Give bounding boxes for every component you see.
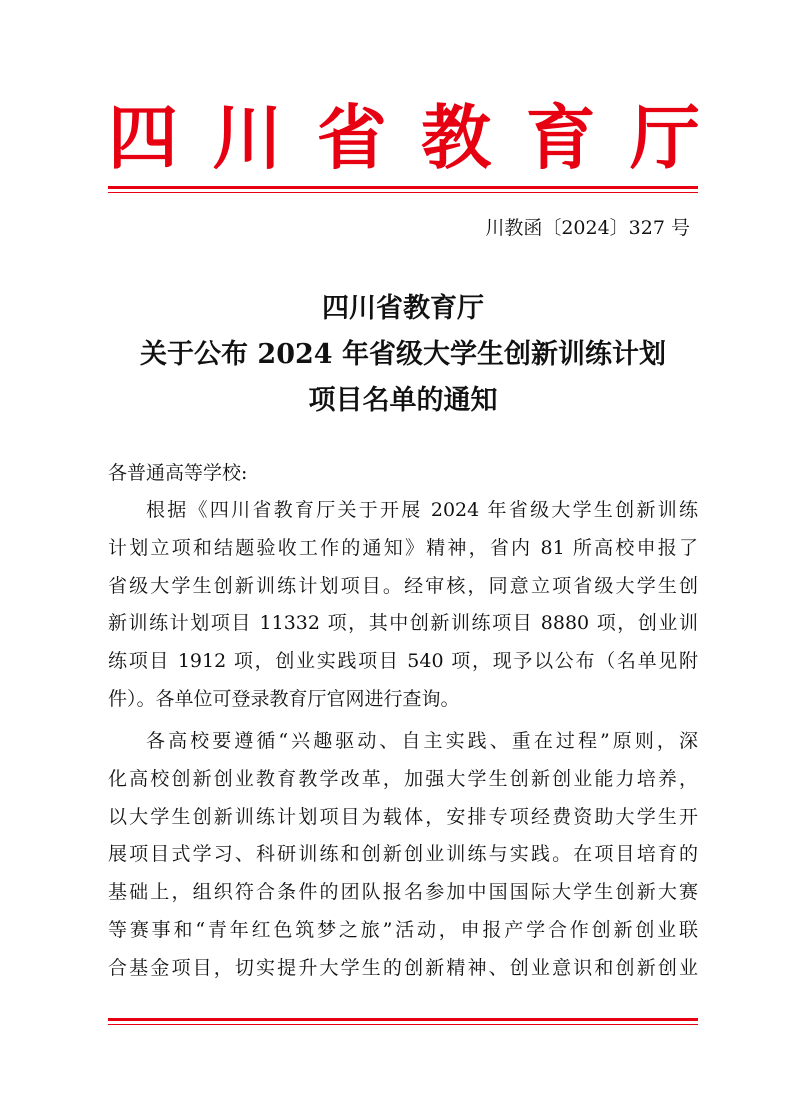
addressee: 各普通高等学校: [108, 462, 248, 484]
body-paragraph-2 [108, 723, 698, 988]
paragraph-line: 等赛事和“青年红色筑梦之旅”活动，申报产学合作创新创业联 [108, 918, 698, 941]
letterhead-char: 育 [525, 96, 596, 179]
paragraph-line: 计划立项和结题验收工作的通知》精神，省内 81 所高校申报了 [108, 536, 698, 559]
letterhead-rule-thin [108, 192, 698, 193]
letterhead-char: 省 [316, 96, 387, 179]
paragraph-line: 件）。各单位可登录教育厅官网进行查询。 [108, 687, 460, 710]
heading-line: 关于公布 2024 年省级大学生创新训练计划 [140, 339, 666, 370]
letterhead-rule-thick [108, 186, 698, 189]
footer-rule-thin [108, 1024, 698, 1025]
document-number: 川教函〔2024〕327 号 [485, 217, 690, 239]
paragraph-line: 新训练计划项目 11332 项，其中创新训练项目 8880 项，创业训 [108, 612, 698, 635]
document-heading [108, 286, 698, 424]
heading-line: 四川省教育厅 [322, 293, 484, 324]
heading-line: 项目名单的通知 [308, 385, 498, 416]
paragraph-line: 根据《四川省教育厅关于开展 2024 年省级大学生创新训练 [146, 499, 698, 521]
paragraph-line: 以大学生创新训练计划项目为载体，安排专项经费资助大学生开 [108, 805, 698, 828]
paragraph-line: 合基金项目，切实提升大学生的创新精神、创业意识和创新创业 [108, 956, 698, 979]
paragraph-line: 基础上，组织符合条件的团队报名参加中国国际大学生创新大赛 [108, 881, 698, 904]
paragraph-line: 化高校创新创业教育教学改革，加强大学生创新创业能力培养， [108, 767, 698, 790]
letterhead-title [108, 98, 700, 178]
paragraph-line: 各高校要遵循“兴趣驱动、自主实践、重在过程”原则，深 [146, 730, 698, 752]
paragraph-line: 展项目式学习、科研训练和创新创业训练与实践。在项目培育的 [108, 843, 698, 866]
letterhead-char: 厅 [629, 96, 700, 179]
paragraph-line: 省级大学生创新训练计划项目。经审核，同意立项省级大学生创 [108, 574, 698, 597]
letterhead-char: 教 [421, 96, 492, 179]
letterhead-char: 川 [212, 96, 283, 179]
letterhead-char: 四 [108, 96, 178, 179]
paragraph-line: 练项目 1912 项，创业实践项目 540 项，现予以公布（名单见附 [108, 650, 698, 673]
body-paragraph-1 [108, 492, 698, 719]
footer-rule-thick [108, 1018, 698, 1021]
